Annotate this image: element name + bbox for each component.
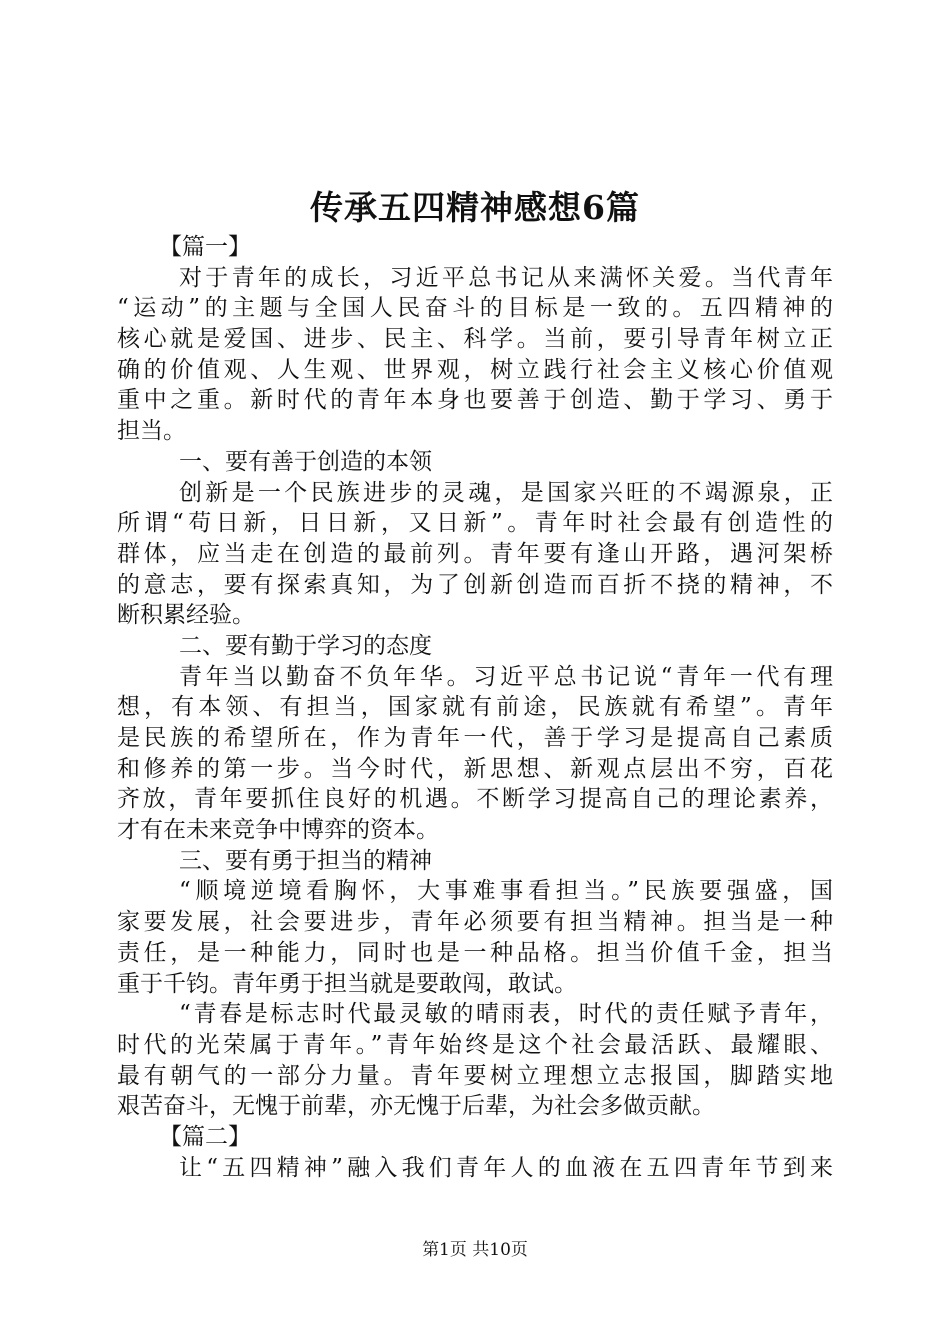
text-line: 责任，是一种能力，同时也是一种品格。担当价值千金，担当: [117, 939, 833, 966]
text-line: 断积累经验。: [117, 602, 255, 629]
page-title: 传承五四精神感想6篇: [310, 188, 640, 227]
text-line: 和修养的第一步。当今时代，新思想、新观点层出不穷，百花: [117, 755, 833, 782]
text-line: 重中之重。新时代的青年本身也要善于创造、勤于学习、勇于: [117, 387, 833, 414]
text-line: “顺境逆境看胸怀，大事难事看担当。”民族要强盛，国: [179, 878, 833, 905]
text-line: 想，有本领、有担当，国家就有前途，民族就有希望”。青年: [117, 694, 833, 721]
text-line: 对于青年的成长，习近平总书记从来满怀关爱。当代青年: [179, 264, 833, 291]
text-line: 青年当以勤奋不负年华。习近平总书记说“青年一代有理: [179, 663, 833, 690]
text-line: 艰苦奋斗，无愧于前辈，亦无愧于后辈，为社会多做贡献。: [117, 1093, 715, 1120]
text-line: “运动”的主题与全国人民奋斗的目标是一致的。五四精神的: [117, 295, 833, 322]
text-line: 三、要有勇于担当的精神: [179, 847, 432, 874]
text-line: 是民族的希望所在，作为青年一代，善于学习是提高自己素质: [117, 725, 833, 751]
text-line: 二、要有勤于学习的态度: [179, 632, 432, 659]
text-line: 家要发展，社会要进步，青年必须要有担当精神。担当是一种: [117, 909, 833, 936]
text-line: 重于千钧。青年勇于担当就是要敢闯，敢试。: [117, 970, 577, 997]
section-heading: 【篇二】: [159, 1123, 251, 1150]
text-line: 时代的光荣属于青年。”青年始终是这个社会最活跃、最耀眼、: [117, 1031, 833, 1058]
text-line: 一、要有善于创造的本领: [179, 448, 432, 475]
text-line: 的意志，要有探索真知，为了创新创造而百折不挠的精神，不: [117, 571, 833, 598]
text-line: “青春是标志时代最灵敏的晴雨表，时代的责任赋予青年，: [179, 1001, 833, 1028]
text-line: 最有朝气的一部分力量。青年要树立理想立志报国，脚踏实地: [117, 1062, 833, 1089]
text-line: 所谓“苟日新，日日新，又日新”。青年时社会最有创造性的: [117, 510, 833, 537]
text-line: 核心就是爱国、进步、民主、科学。当前，要引导青年树立正: [117, 326, 833, 353]
text-line: 创新是一个民族进步的灵魂，是国家兴旺的不竭源泉，正: [179, 479, 833, 506]
text-line: 担当。: [117, 418, 186, 445]
text-line: 才有在未来竞争中博弈的资本。: [117, 817, 439, 844]
text-line: 确的价值观、人生观、世界观，树立践行社会主义核心价值观: [117, 356, 833, 383]
text-line: 群体，应当走在创造的最前列。青年要有逢山开路，遇河架桥: [117, 540, 833, 567]
document-body: [117, 232, 833, 1183]
text-line: 齐放，青年要抓住良好的机遇。不断学习提高自己的理论素养，: [117, 786, 833, 813]
section-heading: 【篇一】: [159, 234, 251, 260]
text-line: 让“五四精神”融入我们青年人的血液在五四青年节到来: [179, 1154, 833, 1181]
page-footer: 第1页 共10页: [422, 1240, 528, 1260]
